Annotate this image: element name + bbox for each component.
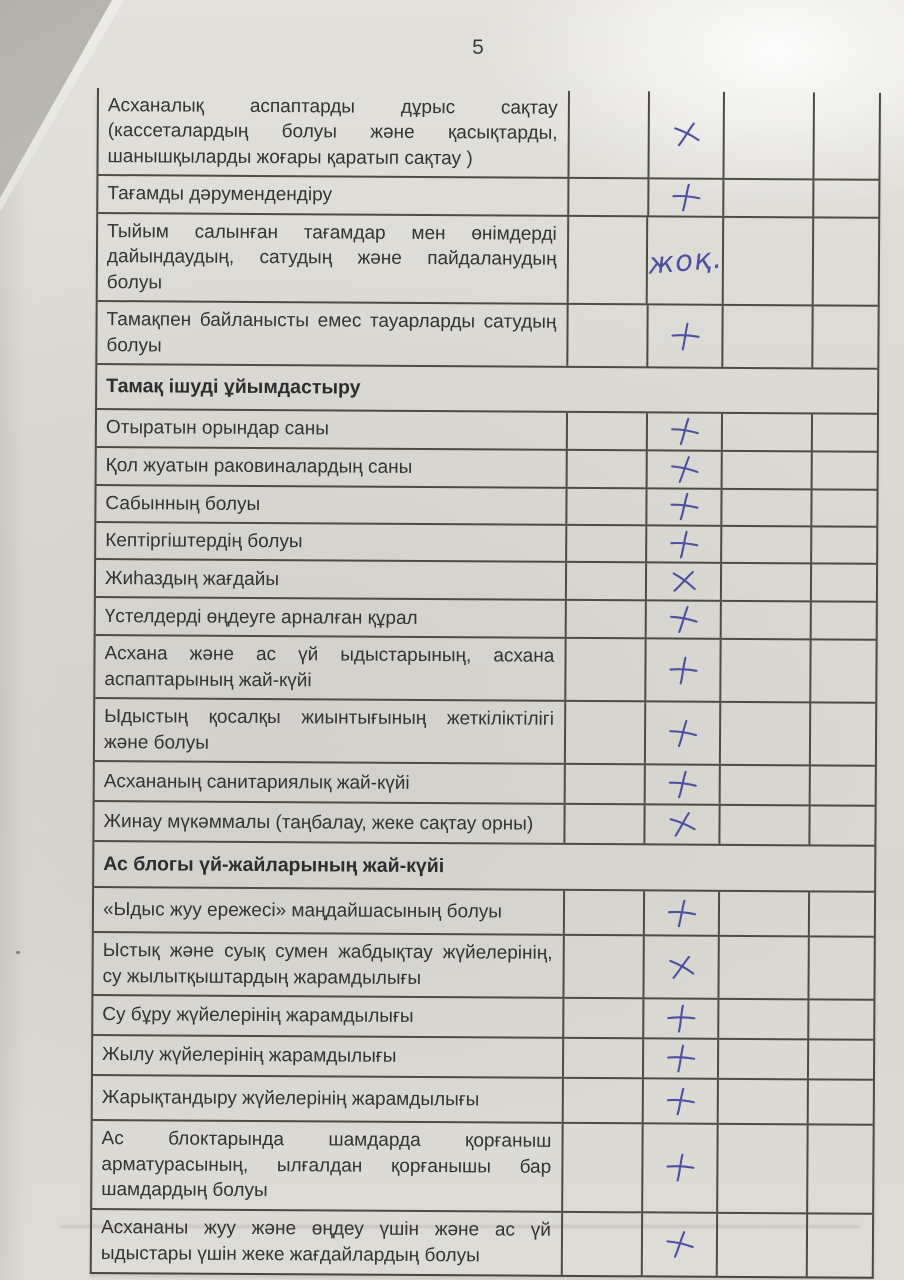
handwritten-plus-mark	[667, 452, 701, 486]
item-label-cell	[97, 410, 566, 449]
item-label-cell	[98, 176, 567, 214]
empty-cell	[567, 91, 647, 178]
handwritten-plus-mark	[663, 1084, 697, 1118]
table-row	[96, 523, 876, 565]
empty-cell	[721, 452, 811, 488]
mark-cell	[643, 806, 719, 844]
empty-cell	[810, 565, 876, 601]
handwritten-plus-mark	[665, 808, 699, 842]
table-row	[96, 486, 876, 528]
empty-cell	[565, 526, 645, 562]
item-label: Асхананы жуу және өңдеу үшін және ас үй ыдыстары үшін жеке жағдайлардың болуы	[100, 1217, 551, 1266]
mark-cell	[641, 1080, 717, 1123]
handwritten-plus-mark	[664, 1002, 698, 1036]
empty-cell	[717, 1040, 807, 1079]
table-row	[95, 636, 875, 704]
item-label-cell	[95, 762, 564, 803]
item-label: Ыдыстың қосалқы жиынтығының жеткіліктілігі және болуы	[103, 706, 555, 754]
empty-cell	[566, 217, 646, 304]
item-label: Жинау мүкәммалы (таңбалау, жеке сақтау орны)	[103, 810, 534, 835]
checklist-table	[90, 88, 881, 1278]
empty-cell	[718, 1000, 808, 1039]
mark-cell	[646, 217, 723, 304]
mark-cell	[645, 489, 721, 525]
item-label-cell	[93, 996, 562, 1037]
empty-cell	[561, 1124, 641, 1211]
item-label-cell	[96, 560, 565, 599]
item-label-cell	[98, 214, 567, 303]
empty-cell	[563, 891, 643, 934]
item-label-cell	[94, 888, 563, 934]
handwritten-plus-mark	[667, 490, 701, 524]
empty-cell	[813, 92, 879, 179]
item-label-cell	[93, 1036, 562, 1077]
table-row	[92, 1210, 872, 1277]
empty-cell	[811, 414, 877, 450]
empty-cell	[716, 1213, 806, 1276]
item-label-cell	[92, 1121, 561, 1210]
item-label: Су бұру жүйелерінің жарамдылығы	[102, 1004, 414, 1028]
empty-cell	[567, 179, 647, 215]
mark-cell	[642, 1000, 718, 1038]
item-label: Тыйым салынған тағамдар мен өнімдерді дайындаудың, сатудың және пайдаланудың болуы	[106, 220, 557, 294]
table-row	[94, 888, 874, 938]
item-label: Жылу жүйелерінің жарамдылығы	[102, 1044, 397, 1068]
table-row	[96, 598, 876, 641]
empty-cell	[809, 704, 875, 765]
mark-cell	[642, 1040, 718, 1078]
empty-cell	[722, 218, 812, 305]
item-label-cell	[92, 1210, 561, 1275]
handwritten-plus-mark	[668, 319, 702, 353]
empty-cell	[566, 413, 646, 449]
handwritten-plus-mark	[664, 950, 698, 984]
empty-cell	[718, 937, 808, 998]
table-row	[97, 302, 877, 370]
handwritten-plus-mark	[665, 768, 699, 802]
empty-cell	[806, 1214, 872, 1276]
item-label-cell	[98, 88, 567, 177]
empty-cell	[812, 181, 878, 217]
table-row	[98, 214, 879, 307]
item-label-cell	[93, 1076, 562, 1122]
empty-cell	[808, 938, 874, 999]
empty-cell	[562, 1079, 642, 1122]
handwritten-plus-mark	[669, 181, 703, 215]
empty-cell	[721, 527, 811, 563]
section-title: Ас блогы үй-жайларының жай-күйі	[103, 852, 445, 877]
empty-cell	[811, 307, 877, 368]
mark-cell	[645, 413, 721, 449]
handwritten-plus-mark	[663, 1151, 697, 1185]
mark-cell	[640, 1213, 716, 1275]
empty-cell	[719, 766, 809, 805]
item-label: Кептіргіштердің болуы	[105, 530, 303, 553]
empty-cell	[565, 451, 645, 487]
item-label: Ыстық және суық сумен жабдықтау жүйелерінің, су жылытқыштардың жарамдылығы	[102, 940, 553, 989]
table-row	[93, 933, 873, 1001]
table-row	[93, 1076, 873, 1126]
mark-cell	[645, 451, 721, 487]
item-label-cell	[97, 302, 566, 366]
mark-cell	[643, 703, 719, 764]
item-label: Асханалық аспаптарды дұрыс сақтау (кассеталардың болуы және қасықтарды, шанышқыларды жоғары қаратып сақтау )	[107, 95, 558, 170]
empty-cell	[565, 488, 645, 524]
empty-cell	[721, 489, 811, 525]
mark-cell	[645, 526, 721, 562]
table-row	[93, 996, 873, 1041]
handwritten-plus-mark	[664, 896, 698, 930]
empty-cell	[808, 893, 874, 936]
table-row	[98, 88, 879, 181]
empty-cell	[565, 563, 645, 599]
item-label: Жиһаздың жағдайы	[104, 567, 280, 590]
empty-cell	[720, 602, 810, 639]
empty-cell	[811, 490, 877, 526]
item-label: Асхана және ас үй ыдыстарының, асхана аспаптарының жай-күйі	[104, 643, 555, 692]
empty-cell	[810, 527, 876, 563]
empty-cell	[562, 936, 642, 997]
mark-cell	[644, 640, 720, 701]
handwritten-plus-mark	[666, 653, 700, 687]
table-row	[98, 176, 878, 218]
section-header-row	[97, 365, 877, 415]
item-label: Қол жуатын раковиналардың саны	[105, 455, 413, 479]
table-row	[92, 1121, 873, 1214]
item-label-cell	[96, 523, 565, 561]
empty-cell	[561, 1212, 641, 1274]
empty-cell	[811, 452, 877, 488]
mark-cell	[642, 892, 718, 935]
table-row	[95, 762, 875, 807]
mark-cell	[644, 602, 720, 638]
page-number: 5	[472, 36, 484, 59]
empty-cell	[807, 1001, 873, 1039]
item-label: Сабынның болуы	[105, 492, 261, 515]
item-label: Отыратын орындар саны	[105, 417, 329, 440]
item-label-cell	[94, 802, 563, 843]
handwritten-plus-mark	[669, 118, 703, 152]
item-label: «Ыдыс жуу ережесі» маңдайшасының болуы	[102, 899, 503, 923]
handwritten-plus-mark	[667, 415, 701, 449]
handwritten-plus-mark	[666, 603, 700, 637]
item-label-cell	[96, 486, 565, 524]
handwritten-plus-mark	[663, 1042, 697, 1076]
empty-cell	[723, 92, 813, 179]
empty-cell	[807, 1081, 873, 1124]
empty-cell	[717, 1080, 807, 1124]
empty-cell	[720, 564, 810, 601]
mark-cell	[647, 180, 723, 216]
table-row	[97, 410, 877, 453]
empty-cell	[718, 892, 808, 936]
empty-cell	[717, 1125, 807, 1212]
empty-cell	[809, 767, 875, 805]
empty-cell	[562, 999, 642, 1037]
item-label: Үстелдерді өңдеуге арналған құрал	[104, 605, 418, 629]
empty-cell	[720, 640, 810, 701]
mark-cell	[642, 937, 718, 998]
item-label-cell	[95, 699, 564, 763]
empty-cell	[807, 1041, 873, 1079]
item-label-cell	[97, 448, 566, 486]
empty-cell	[566, 305, 646, 366]
empty-cell	[721, 414, 811, 451]
handwritten-plus-mark	[666, 565, 700, 599]
item-label-cell	[93, 933, 562, 997]
table-row	[94, 802, 874, 847]
item-label: Асхананың санитариялық жай-күйі	[103, 770, 410, 794]
empty-cell	[809, 641, 875, 702]
empty-cell	[564, 639, 644, 700]
empty-cell	[810, 603, 876, 639]
handwritten-note: жоқ.	[646, 240, 724, 281]
empty-cell	[806, 1126, 872, 1213]
table-row	[93, 1036, 873, 1081]
empty-cell	[562, 1039, 642, 1077]
paper-speck	[16, 951, 20, 954]
empty-cell	[812, 218, 878, 305]
mark-cell	[646, 306, 722, 367]
table-row	[95, 699, 875, 767]
handwritten-plus-mark	[662, 1227, 696, 1261]
item-label: Ас блоктарында шамдарда қорғаныш арматурасының, ылғалдан қорғанышы бар шамдардың болуы	[101, 1128, 552, 1202]
mark-cell	[647, 91, 723, 178]
mark-cell	[641, 1125, 717, 1212]
empty-cell	[723, 180, 813, 216]
section-title: Тамақ ішуді ұйымдастыру	[106, 375, 361, 399]
item-label-cell	[95, 636, 564, 700]
empty-cell	[809, 807, 875, 845]
mark-cell	[644, 564, 720, 600]
table-row	[97, 448, 877, 490]
item-label: Тағамды дәрумендендіру	[107, 183, 333, 206]
handwritten-plus-mark	[665, 716, 699, 750]
item-label-cell	[96, 598, 565, 637]
empty-cell	[564, 702, 644, 763]
empty-cell	[722, 306, 812, 367]
mark-cell	[643, 766, 719, 804]
item-label: Тамақпен байланысты емес тауарларды сатудың болуы	[106, 309, 557, 357]
table-row	[96, 560, 876, 603]
handwritten-plus-mark	[667, 527, 701, 561]
section-header-row	[94, 842, 874, 893]
empty-cell	[719, 703, 809, 764]
empty-cell	[719, 806, 809, 845]
item-label: Жарықтандыру жүйелерінің жарамдылығы	[101, 1086, 480, 1111]
empty-cell	[563, 805, 643, 843]
empty-cell	[564, 601, 644, 637]
empty-cell	[563, 765, 643, 803]
